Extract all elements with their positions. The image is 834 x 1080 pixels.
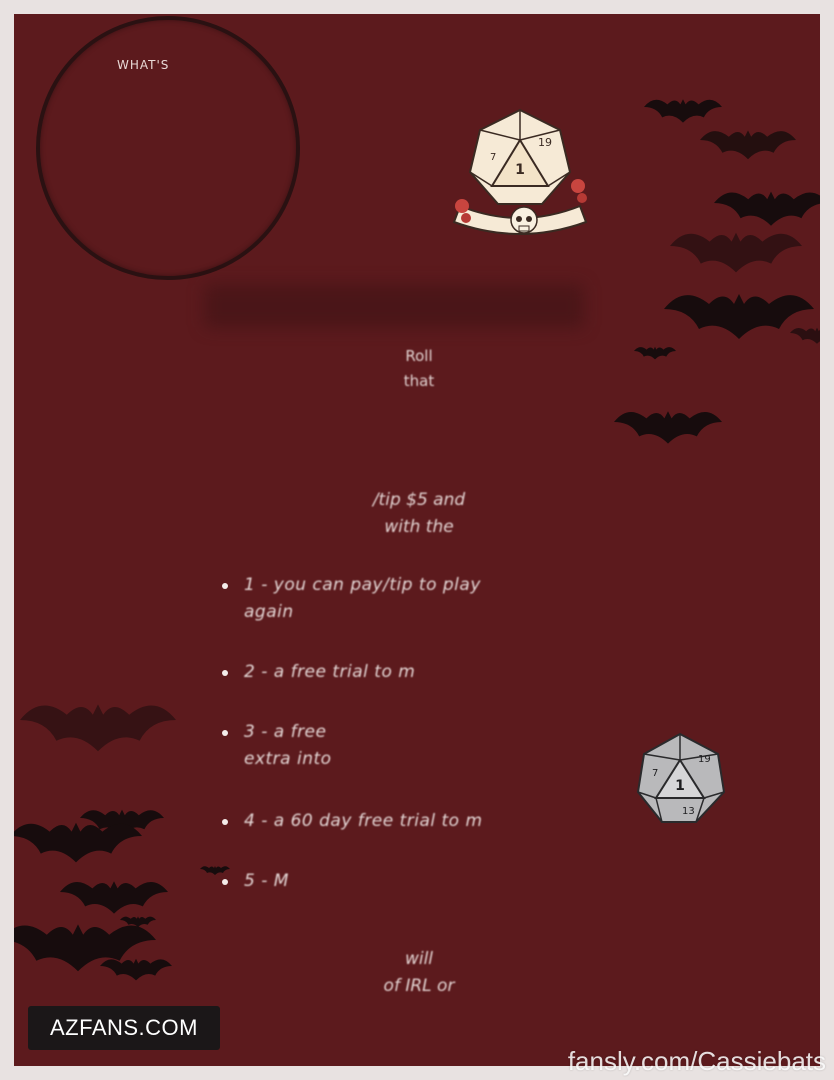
d20-grey-icon [632,730,728,826]
svg-text:7: 7 [652,768,659,779]
list-item-4: 4 - a 60 day free trial to m [244,811,483,831]
reward-list [214,572,634,895]
intro-line-2: that [403,372,435,390]
moon-label: WHAT'S [117,58,170,72]
subhead-line-2: with the [384,517,454,537]
footer-line-2: of IRL or [383,976,455,996]
poster [14,14,820,1066]
list-item-2: 2 - a free trial to m [244,662,416,682]
list-item [214,572,634,626]
svg-text:19: 19 [538,136,552,149]
svg-text:1: 1 [675,778,685,794]
fansly-watermark: fansly.com/Cassiebats [567,1046,826,1076]
subhead-line-1: /tip $5 and [372,490,466,510]
list-item-5: 5 - M [244,871,289,891]
bats-left-icon [14,684,260,1044]
list-item-1-line-1: 1 - you can pay/tip to play [244,575,481,595]
list-item-3-line-2: extra into [244,749,332,769]
list-item [214,659,634,686]
title-blurred [204,284,584,328]
moon-circle [36,16,300,280]
bats-right-icon [604,64,820,444]
intro-line-1: Roll [405,347,433,365]
svg-text:1: 1 [515,162,525,178]
footer-line-1: will [404,949,434,969]
svg-text:19: 19 [698,754,711,765]
list-item [214,719,634,773]
svg-text:13: 13 [682,806,695,817]
subhead [174,487,664,541]
list-item-3-line-1: 3 - a free [244,722,327,742]
watermark-badge: AZFANS.COM [28,1006,220,1050]
list-item [214,808,634,835]
list-item-1-line-2: again [244,602,294,622]
svg-text:7: 7 [490,152,497,163]
intro-text [174,344,664,394]
footer-text [204,946,634,1000]
d20-skull-banner-icon [442,102,598,252]
list-item [214,868,634,895]
